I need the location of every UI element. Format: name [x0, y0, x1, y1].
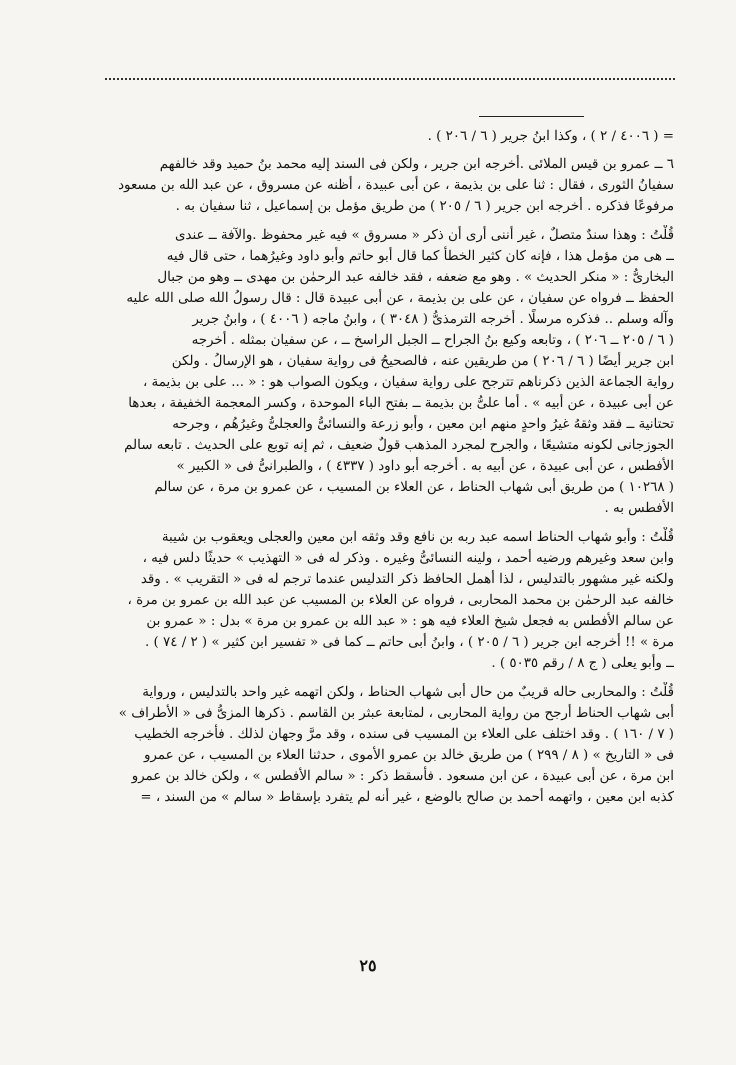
text-line: سفيانُ الثورى ، فقال : ثنا على بن بذيمة ، عن أبى عبيدة ، أظنه عن مسروق ، عن عبد الله بن مسعود	[118, 178, 674, 193]
text-line: ( ٦ / ٢٠٥ ــ ٢٠٦ ) ، وتابعه وكيع بنُ الجراح ــ الجبل الراسخ ــ ، عن سفيان بمثله . أخرجه	[191, 333, 674, 348]
page-number: ٢٥	[359, 956, 377, 975]
text-line: الأفطس به .	[604, 501, 674, 516]
text-line: أبى شهاب الحناط أرجح من رواية المحاربى ، لمتابعة عبثر بن القاسم . ذكرها المزىُّ فى « الأطراف »	[118, 706, 674, 721]
text-line: ٦ ــ عمرو بن قيس الملائى .أخرجه ابن جرير ، ولكن فى السند إليه محمد بنُ حميد وقد خالفهم	[159, 157, 674, 172]
text-line: الأفطس ، عن أبى عبيدة ، عن أبيه به . أخرجه أبو داود ( ٤٣٣٧ ) ، والطبرانىُّ فى « الكبير »	[176, 459, 674, 474]
footnote-continuation	[96, 126, 674, 147]
text-line: ( ٧ / ١٦٠ ) . وقد اختلف على العلاء بن المسيب فى سنده ، وقد مرَّ وجهان لذلك . فأخرجه الخطيب	[134, 727, 674, 742]
text-line: ــ وأبو يعلى ( ج ٨ / رقم ٥٠٣٥ ) .	[491, 656, 674, 671]
text-line: ولكنه غير مشهور بالتدليس ، لذا أهمل الحافظ ذكر التدليس عندما ترجم له فى « التقريب » . وقد	[140, 572, 674, 587]
text-line: ــ هى من مؤمل هذا ، فإنه كان كثير الخطأ كما قال أبو حاتم وأبو داود وغيرُهما ، حتى قال فيه	[166, 249, 674, 264]
footnote-6	[96, 154, 674, 217]
text-line: رواية الجماعة الذين ذكرناهم تترجح على رواية سفيان ، ويكون الصواب هو : « ... على بن بذيمة ،	[142, 375, 674, 390]
commentary-paragraph-2	[96, 527, 674, 674]
text-line: الجوزجانى لكونه متشيعًا ، والجرح لمجرد المذهب قولٌ ضعيف ، ثم إنه توبع على الحديث . تابعه سالم	[124, 438, 674, 453]
text-line: قُلْتُ : وأبو شهاب الحناط اسمه عبد ربه بن نافع وقد وثقه ابن معين والعجلى ويعقوب بن شيبة	[161, 530, 674, 545]
text-line: مرفوعًا فذكره . أخرجه ابن جرير ( ٦ / ٢٠٥ ) من طريق مؤمل بن إسماعيل ، ثنا سفيان به .	[175, 199, 674, 214]
footnote-rule	[479, 116, 584, 117]
footnotes-body	[96, 126, 674, 815]
commentary-paragraph-1	[96, 225, 674, 519]
text-line: عن أبى عبيدة ، عن أبيه » . أما علىُّ بن بذيمة ــ بفتح الباء الموحدة ، وكسر المعجمة الخفيفة ، بعدها	[128, 396, 674, 411]
text-line: الحفظ ــ فرواه عن سفيان ، عن على بن بذيمة ، عن أبى عبيدة قال : قال رسولُ الله صلى الله عليه	[126, 291, 674, 306]
dotted-separator	[105, 78, 675, 80]
text-line: = ( ٤٠٠٦ / ٢ ) ، وكذا ابنُ جرير ( ٦ / ٢٠٦ ) .	[427, 129, 674, 144]
text-line: قُلْتُ : وهذا سندٌ متصلٌ ، غير أننى أرى أن ذكر « مسروق » فيه غير محفوظ .والآفة ــ عندى	[175, 228, 674, 243]
text-line: وابن سعد وغيرهم ورضيه أحمد ، ولينه النسائىُّ وغيره . وذكر له فى « التهذيب » حديثًا دلس فيه ،	[142, 551, 674, 566]
text-line: وآله وسلم .. فذكره مرسلًا . أخرجه الترمذىُّ ( ٣٠٤٨ ) ، وابنُ ماجه ( ٤٠٠٦ ) ، وابنُ جرير	[192, 312, 674, 327]
text-line: ابن مرة ، عن أبى عبيدة ، عن ابن مسعود . فأسقط ذكر : « سالم الأفطس » ، ولكن خالد بن عمرو	[131, 769, 674, 784]
text-line: خالفه عبد الرحمٰن بن محمد المحاربى ، فرواه عن العلاء بن المسيب عن عبد الله بن عمرو بن مرة ،	[127, 593, 674, 608]
text-line: ( ١٠٢٦٨ ) من طريق أبى شهاب الحناط ، عن العلاء بن المسيب ، عن عمرو بن مرة ، عن سالم	[154, 480, 674, 495]
text-line: ابن جرير أيضًا ( ٦ / ٢٠٦ ) من طريقين عنه ، فالصحيحُ فى رواية سفيان ، هو الإرسالُ . ولكن	[171, 354, 674, 369]
commentary-paragraph-3	[96, 682, 674, 808]
text-line: تحتانية ــ فقد وثقهُ غيرُ واحدٍ منهم ابن معين ، وأبو زرعة والنسائىُّ والعجلىُّ وغيرُهُم ، وجرحه	[172, 417, 674, 432]
text-line: البخارىُّ : « منكر الحديث » . وهو مع ضعفه ، فقد خالفه عبد الرحمٰن بن مهدى ــ وهو من جبال	[157, 270, 674, 285]
text-line: مرة » !! أخرجه ابن جرير ( ٦ / ٢٠٥ ) ، وابنُ أبى حاتم ــ كما فى « تفسير ابن كثير » ( ٢ / ٧٤ ) .	[145, 635, 674, 650]
text-line: عن سالم الأفطس به فجعل شيخ العلاء فيه هو : « عبد الله بن عمرو بن مرة » بدل : « عمرو بن	[146, 614, 674, 629]
text-line: فى « التاريخ » ( ٨ / ٢٩٩ ) من طريق خالد بن عمرو الأموى ، حدثنا العلاء بن المسيب ، عن عمرو	[143, 748, 674, 763]
text-line: قُلْتُ : والمحاربى حاله قريبٌ من حال أبى شهاب الحناط ، ولكن اتهمه غير واحد بالتدليس ، ورواية	[142, 685, 674, 700]
text-line: كذبه ابن معين ، واتهمه أحمد بن صالح بالوضع ، غير أنه لم يتفرد بإسقاط « سالم » من السند ، =	[140, 790, 674, 805]
